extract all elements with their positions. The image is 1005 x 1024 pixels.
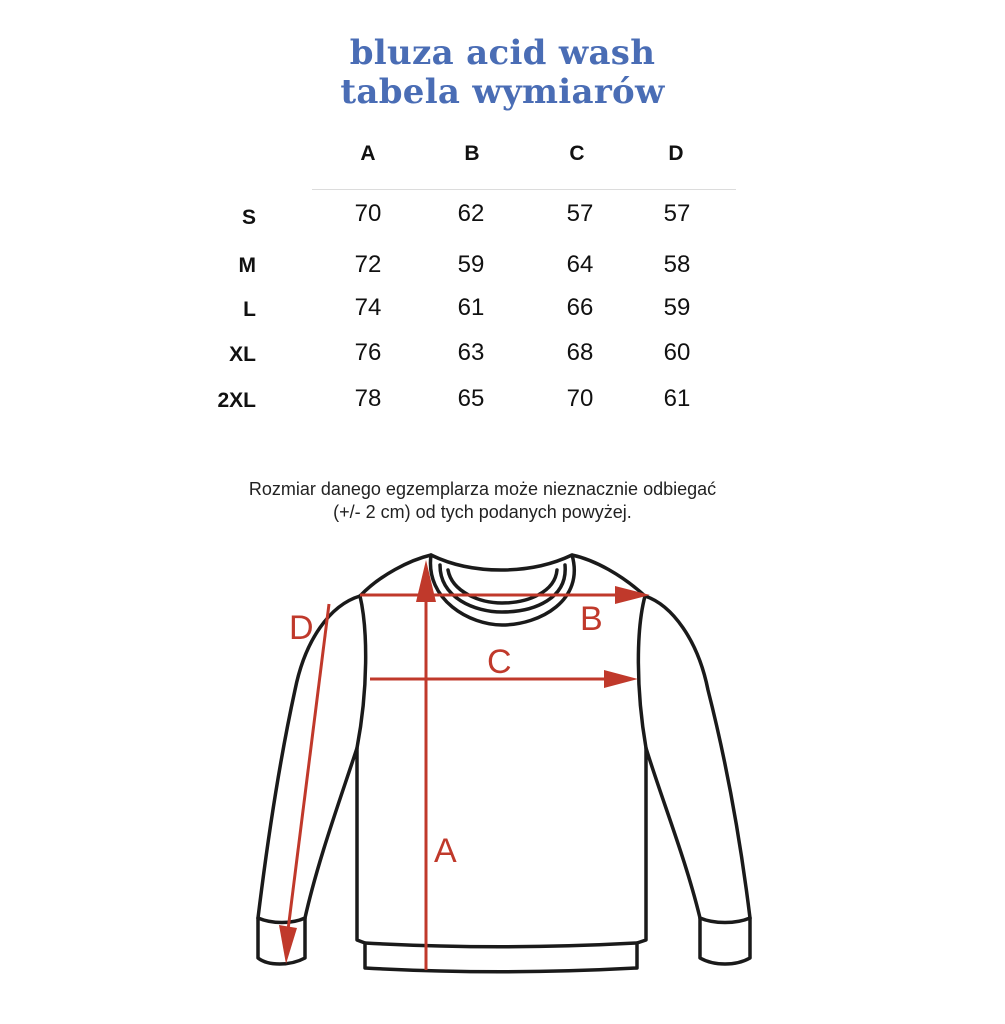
hem-band xyxy=(365,943,637,947)
tolerance-note-line-1: Rozmiar danego egzemplarza może nieznacznie odbiegać xyxy=(248,479,717,499)
tolerance-note-line-2: (+/- 2 cm) od tych podanych powyżej. xyxy=(333,502,632,522)
table-cell: 76 xyxy=(354,339,382,366)
table-cell: 70 xyxy=(354,200,382,227)
row-label-xl: XL xyxy=(229,343,256,366)
table-cell: 60 xyxy=(663,339,691,366)
armhole-seam-right xyxy=(638,596,646,748)
title-line-2: tabela wymiarów xyxy=(340,72,665,112)
label-a: A xyxy=(434,832,457,870)
measure-c-arrowhead xyxy=(604,670,638,688)
cuff-left xyxy=(258,918,305,923)
table-cell: 64 xyxy=(566,251,594,278)
table-cell: 66 xyxy=(566,294,594,321)
table-cell: 59 xyxy=(457,251,485,278)
sweatshirt-body xyxy=(258,555,750,972)
row-label-2xl: 2XL xyxy=(217,389,256,412)
table-cell: 57 xyxy=(566,200,594,227)
table-cell: 74 xyxy=(354,294,382,321)
table-cell: 59 xyxy=(663,294,691,321)
table-cell: 61 xyxy=(457,294,485,321)
column-header-a: A xyxy=(360,142,376,165)
armhole-seam-left xyxy=(357,596,366,748)
header-divider xyxy=(312,189,736,190)
table-cell: 57 xyxy=(663,200,691,227)
label-d: D xyxy=(289,609,314,647)
table-cell: 62 xyxy=(457,200,485,227)
table-cell: 61 xyxy=(663,385,691,412)
measure-d-line xyxy=(288,604,329,930)
table-cell: 70 xyxy=(566,385,594,412)
table-cell: 78 xyxy=(354,385,382,412)
label-c: C xyxy=(487,643,512,681)
sweatshirt-outline xyxy=(258,555,750,972)
table-cell: 68 xyxy=(566,339,594,366)
table-cell: 58 xyxy=(663,251,691,278)
title-line-1: bluza acid wash xyxy=(349,33,656,73)
label-b: B xyxy=(580,600,603,638)
row-label-l: L xyxy=(243,298,256,321)
row-label-m: M xyxy=(238,254,256,277)
sweatshirt-measurement-diagram xyxy=(0,540,1005,1024)
measure-d-arrowhead xyxy=(279,925,297,964)
column-header-b: B xyxy=(464,142,480,165)
row-label-s: S xyxy=(241,206,256,229)
collar-ribbing xyxy=(430,555,574,625)
column-header-c: C xyxy=(569,142,585,165)
table-cell: 65 xyxy=(457,385,485,412)
column-header-d: D xyxy=(668,142,684,165)
table-cell: 63 xyxy=(457,339,485,366)
cuff-right xyxy=(700,918,750,923)
table-cell: 72 xyxy=(354,251,382,278)
